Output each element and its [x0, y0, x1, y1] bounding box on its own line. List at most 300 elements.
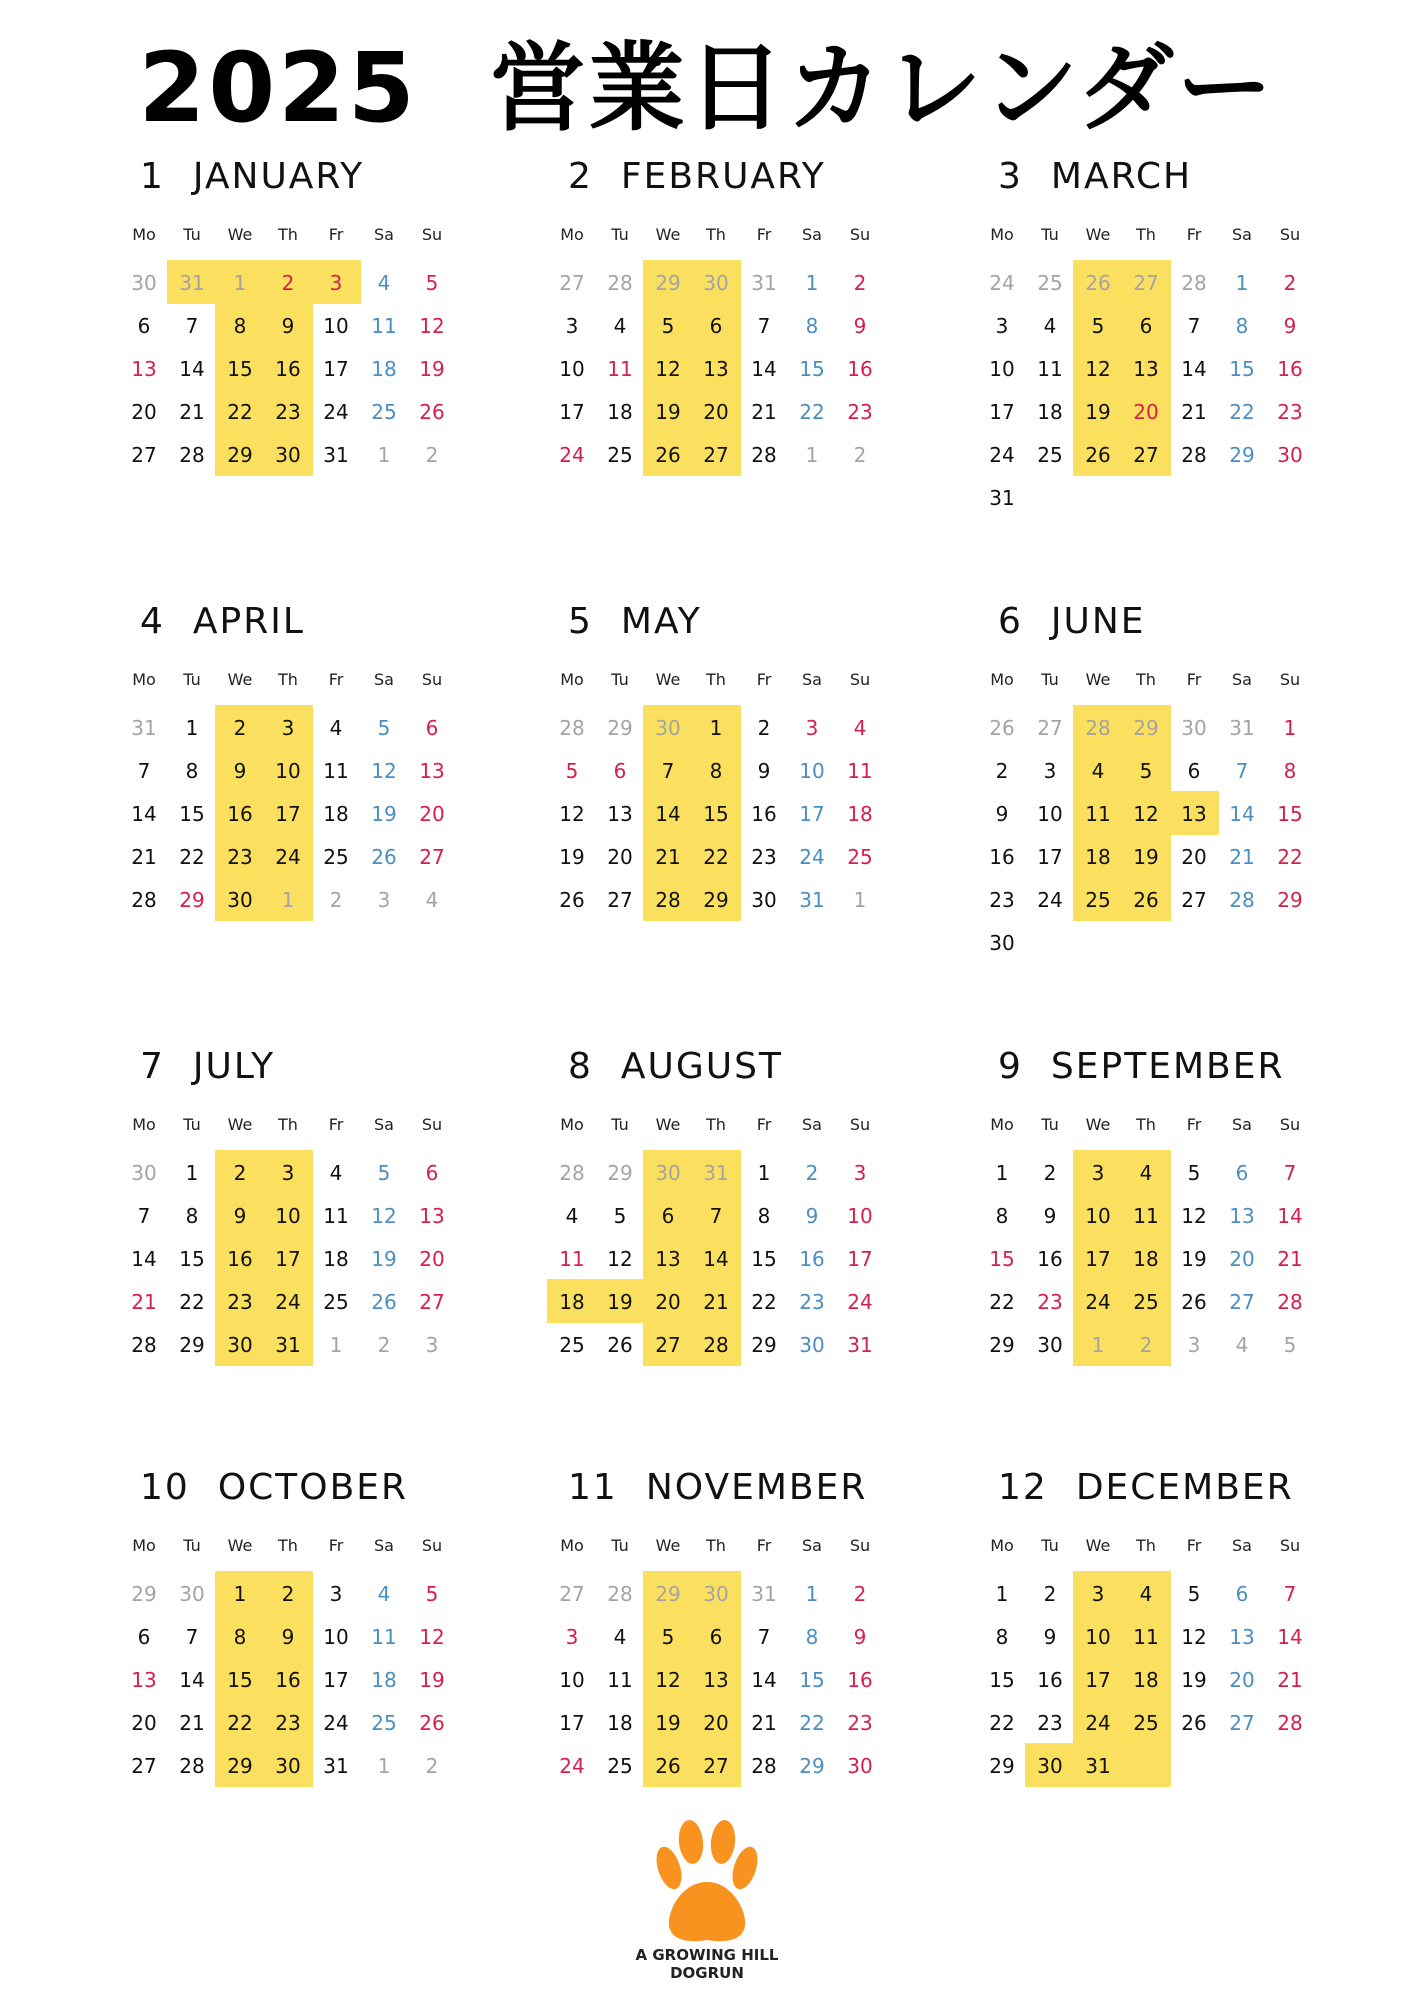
day-cell: 20	[419, 802, 445, 826]
day-cell: 9	[853, 314, 867, 338]
day-cell: 30	[1037, 1754, 1063, 1778]
day-cell: 19	[1085, 400, 1111, 424]
day-cell: 29	[989, 1333, 1015, 1357]
day-cell: 28	[559, 716, 585, 740]
day-cell: 8	[805, 1625, 819, 1649]
weekday-label: We	[655, 1115, 681, 1134]
month-number: 2	[568, 156, 593, 197]
day-cell: 13	[131, 1668, 157, 1692]
day-cell: 16	[847, 357, 873, 381]
weekday-label: Sa	[1232, 225, 1252, 244]
day-cell: 11	[371, 1625, 397, 1649]
weekday-label: Tu	[611, 225, 629, 244]
day-cell: 1	[1283, 716, 1297, 740]
day-cell: 4	[1139, 1161, 1153, 1185]
day-cell: 5	[1187, 1582, 1201, 1606]
day-cell: 2	[995, 759, 1009, 783]
day-cell: 21	[1277, 1247, 1303, 1271]
day-cell: 18	[607, 400, 633, 424]
day-cell: 29	[131, 1582, 157, 1606]
day-cell: 7	[185, 314, 199, 338]
day-cell: 3	[565, 1625, 579, 1649]
day-cell: 11	[1133, 1625, 1159, 1649]
day-cell: 10	[1037, 802, 1063, 826]
day-cell: 12	[1181, 1204, 1207, 1228]
weekday-label: Th	[1136, 1115, 1156, 1134]
day-cell: 27	[1037, 716, 1063, 740]
weekday-label: We	[655, 225, 681, 244]
day-cell: 9	[281, 1625, 295, 1649]
weekday-label: We	[227, 670, 253, 689]
weekday-label: Sa	[802, 670, 822, 689]
day-cell: 28	[607, 1582, 633, 1606]
day-cell: 24	[1085, 1290, 1111, 1314]
day-cell: 25	[559, 1333, 585, 1357]
day-cell: 13	[419, 1204, 445, 1228]
day-cell: 30	[703, 1582, 729, 1606]
month-name: MAY	[620, 601, 702, 642]
day-cell: 3	[281, 716, 295, 740]
day-cell: 25	[323, 845, 349, 869]
day-cell: 28	[751, 443, 777, 467]
day-cell: 14	[1277, 1204, 1303, 1228]
day-cell: 25	[1133, 1290, 1159, 1314]
weekday-label: Su	[1279, 225, 1301, 244]
day-cell: 3	[1043, 759, 1057, 783]
day-cell: 25	[1037, 271, 1063, 295]
day-cell: 10	[847, 1204, 873, 1228]
day-cell: 8	[995, 1204, 1009, 1228]
day-cell: 26	[655, 1754, 681, 1778]
day-cell: 26	[1085, 271, 1111, 295]
day-cell: 12	[559, 802, 585, 826]
day-cell: 8	[757, 1204, 771, 1228]
day-cell: 18	[371, 357, 397, 381]
day-cell: 14	[751, 357, 777, 381]
day-cell: 31	[847, 1333, 873, 1357]
day-cell: 19	[419, 1668, 445, 1692]
day-cell: 29	[655, 271, 681, 295]
day-cell: 2	[1043, 1161, 1057, 1185]
business-day-highlight	[1121, 1743, 1171, 1787]
month-heading	[568, 1045, 783, 1089]
day-cell: 8	[995, 1625, 1009, 1649]
day-cell: 10	[323, 1625, 349, 1649]
day-cell: 16	[989, 845, 1015, 869]
day-cell: 30	[1277, 443, 1303, 467]
day-cell: 18	[559, 1290, 585, 1314]
day-cell: 26	[559, 888, 585, 912]
day-cell: 22	[179, 845, 205, 869]
day-cell: 21	[131, 1290, 157, 1314]
day-cell: 1	[995, 1582, 1009, 1606]
month-august	[548, 1045, 888, 1465]
weekday-label: Sa	[802, 225, 822, 244]
day-cell: 25	[1085, 888, 1111, 912]
month-heading	[140, 600, 305, 644]
day-cell: 9	[1043, 1204, 1057, 1228]
day-cell: 15	[179, 802, 205, 826]
day-cell: 23	[275, 400, 301, 424]
day-cell: 1	[1235, 271, 1249, 295]
day-cell: 10	[989, 357, 1015, 381]
day-cell: 2	[805, 1161, 819, 1185]
day-cell: 7	[1283, 1161, 1297, 1185]
day-cell: 30	[1181, 716, 1207, 740]
day-cell: 2	[425, 443, 439, 467]
day-cell: 29	[703, 888, 729, 912]
day-cell: 20	[703, 1711, 729, 1735]
day-cell: 4	[613, 314, 627, 338]
month-name: JUNE	[1050, 601, 1146, 642]
month-heading	[998, 155, 1192, 199]
day-cell: 4	[613, 1625, 627, 1649]
day-cell: 7	[661, 759, 675, 783]
day-cell: 1	[995, 1161, 1009, 1185]
month-name: FEBRUARY	[620, 156, 826, 197]
weekday-label: Mo	[560, 1115, 584, 1134]
day-cell: 21	[751, 400, 777, 424]
month-number: 4	[140, 601, 165, 642]
month-number: 9	[998, 1046, 1023, 1087]
day-cell: 29	[179, 1333, 205, 1357]
day-cell: 28	[751, 1754, 777, 1778]
day-cell: 14	[1181, 357, 1207, 381]
day-cell: 7	[1283, 1582, 1297, 1606]
day-cell: 11	[847, 759, 873, 783]
weekday-label: Th	[278, 670, 298, 689]
day-cell: 5	[425, 271, 439, 295]
day-cell: 14	[179, 1668, 205, 1692]
logo-line-2: DOGRUN	[670, 1964, 744, 1982]
day-cell: 7	[1187, 314, 1201, 338]
month-december	[978, 1466, 1318, 1886]
weekday-label: Th	[1136, 1536, 1156, 1555]
page-title	[0, 32, 1414, 144]
month-number: 1	[140, 156, 165, 197]
day-cell: 5	[661, 314, 675, 338]
day-cell: 26	[371, 1290, 397, 1314]
day-cell: 1	[329, 1333, 343, 1357]
day-cell: 30	[703, 271, 729, 295]
month-april	[120, 600, 460, 1020]
day-cell: 3	[281, 1161, 295, 1185]
day-cell: 3	[1091, 1582, 1105, 1606]
day-cell: 5	[1187, 1161, 1201, 1185]
day-cell: 13	[703, 357, 729, 381]
day-cell: 16	[847, 1668, 873, 1692]
month-heading	[998, 600, 1146, 644]
month-name: NOVEMBER	[645, 1467, 868, 1508]
day-cell: 10	[559, 357, 585, 381]
day-cell: 3	[805, 716, 819, 740]
day-cell: 8	[805, 314, 819, 338]
weekday-label: Fr	[756, 1536, 772, 1555]
month-october	[120, 1466, 460, 1886]
day-cell: 31	[1085, 1754, 1111, 1778]
day-cell: 23	[847, 1711, 873, 1735]
day-cell: 26	[1181, 1290, 1207, 1314]
day-cell: 2	[377, 1333, 391, 1357]
day-cell: 30	[131, 271, 157, 295]
day-cell: 2	[233, 1161, 247, 1185]
day-cell: 15	[227, 357, 253, 381]
weekday-label: We	[655, 1536, 681, 1555]
day-cell: 27	[655, 1333, 681, 1357]
day-cell: 27	[131, 1754, 157, 1778]
day-cell: 17	[847, 1247, 873, 1271]
day-cell: 15	[989, 1668, 1015, 1692]
day-cell: 8	[1283, 759, 1297, 783]
day-cell: 17	[275, 802, 301, 826]
day-cell: 1	[281, 888, 295, 912]
day-cell: 31	[751, 1582, 777, 1606]
weekday-label: Mo	[990, 670, 1014, 689]
month-number: 3	[998, 156, 1023, 197]
day-cell: 10	[559, 1668, 585, 1692]
day-cell: 29	[655, 1582, 681, 1606]
day-cell: 24	[1037, 888, 1063, 912]
day-cell: 28	[131, 888, 157, 912]
day-cell: 14	[179, 357, 205, 381]
day-cell: 26	[371, 845, 397, 869]
day-cell: 7	[137, 1204, 151, 1228]
day-cell: 23	[227, 845, 253, 869]
day-cell: 5	[425, 1582, 439, 1606]
day-cell: 20	[131, 1711, 157, 1735]
day-cell: 12	[1085, 357, 1111, 381]
day-cell: 28	[1181, 443, 1207, 467]
day-cell: 13	[131, 357, 157, 381]
day-cell: 29	[227, 443, 253, 467]
day-cell: 29	[1133, 716, 1159, 740]
day-cell: 21	[179, 400, 205, 424]
month-may	[548, 600, 888, 1020]
day-cell: 1	[757, 1161, 771, 1185]
day-cell: 26	[1133, 888, 1159, 912]
day-cell: 24	[799, 845, 825, 869]
day-cell: 31	[989, 486, 1015, 510]
weekday-label: Fr	[1186, 1536, 1202, 1555]
weekday-label: Th	[1136, 225, 1156, 244]
day-cell: 30	[655, 1161, 681, 1185]
day-cell: 6	[137, 1625, 151, 1649]
day-cell: 28	[703, 1333, 729, 1357]
day-cell: 19	[1181, 1247, 1207, 1271]
day-cell: 17	[799, 802, 825, 826]
day-cell: 7	[1235, 759, 1249, 783]
day-cell: 26	[655, 443, 681, 467]
day-cell: 14	[131, 1247, 157, 1271]
weekday-label: Tu	[183, 225, 201, 244]
day-cell: 22	[989, 1711, 1015, 1735]
month-number: 11	[568, 1467, 618, 1508]
day-cell: 15	[1277, 802, 1303, 826]
day-cell: 1	[1091, 1333, 1105, 1357]
title-year: 2025	[138, 32, 418, 144]
day-cell: 11	[559, 1247, 585, 1271]
weekday-label: Fr	[328, 1536, 344, 1555]
day-cell: 2	[281, 1582, 295, 1606]
day-cell: 1	[377, 443, 391, 467]
weekday-label: Fr	[756, 1115, 772, 1134]
month-heading	[140, 155, 364, 199]
weekday-label: Sa	[802, 1536, 822, 1555]
day-cell: 1	[233, 1582, 247, 1606]
weekday-label: We	[227, 225, 253, 244]
month-number: 5	[568, 601, 593, 642]
day-cell: 1	[853, 888, 867, 912]
day-cell: 30	[131, 1161, 157, 1185]
day-cell: 9	[757, 759, 771, 783]
month-number: 12	[998, 1467, 1048, 1508]
day-cell: 12	[1133, 802, 1159, 826]
day-cell: 31	[751, 271, 777, 295]
day-cell: 10	[323, 314, 349, 338]
day-cell: 3	[853, 1161, 867, 1185]
weekday-label: Sa	[374, 1115, 394, 1134]
day-cell: 27	[131, 443, 157, 467]
day-cell: 15	[751, 1247, 777, 1271]
weekday-label: Su	[421, 225, 443, 244]
day-cell: 4	[565, 1204, 579, 1228]
weekday-label: Sa	[374, 670, 394, 689]
day-cell: 23	[847, 400, 873, 424]
day-cell: 28	[179, 1754, 205, 1778]
logo-line-1: A GROWING HILL	[635, 1946, 779, 1964]
paw-icon	[651, 1820, 763, 1946]
day-cell: 13	[1133, 357, 1159, 381]
day-cell: 8	[185, 759, 199, 783]
weekday-label: Sa	[374, 225, 394, 244]
day-cell: 24	[559, 443, 585, 467]
day-cell: 10	[1085, 1625, 1111, 1649]
day-cell: 9	[995, 802, 1009, 826]
day-cell: 18	[1085, 845, 1111, 869]
day-cell: 10	[799, 759, 825, 783]
month-february	[548, 155, 888, 575]
month-name: APRIL	[192, 601, 305, 642]
day-cell: 18	[607, 1711, 633, 1735]
day-cell: 24	[989, 271, 1015, 295]
month-heading	[140, 1466, 408, 1510]
weekday-label: Tu	[611, 1536, 629, 1555]
logo	[620, 1820, 794, 1982]
weekday-label: Tu	[1041, 1536, 1059, 1555]
day-cell: 23	[989, 888, 1015, 912]
month-name: JULY	[192, 1046, 276, 1087]
weekday-label: Fr	[756, 225, 772, 244]
month-june	[978, 600, 1318, 1020]
day-cell: 19	[655, 400, 681, 424]
day-cell: 22	[1277, 845, 1303, 869]
month-name: AUGUST	[620, 1046, 783, 1087]
day-cell: 27	[559, 1582, 585, 1606]
day-cell: 28	[1229, 888, 1255, 912]
day-cell: 1	[805, 1582, 819, 1606]
day-cell: 6	[613, 759, 627, 783]
day-cell: 8	[233, 314, 247, 338]
day-cell: 3	[1091, 1161, 1105, 1185]
day-cell: 1	[377, 1754, 391, 1778]
day-cell: 30	[989, 931, 1015, 955]
weekday-label: Th	[278, 1536, 298, 1555]
day-cell: 2	[425, 1754, 439, 1778]
day-cell: 28	[1277, 1290, 1303, 1314]
weekday-label: We	[1085, 670, 1111, 689]
day-cell: 15	[1229, 357, 1255, 381]
day-cell: 24	[275, 845, 301, 869]
day-cell: 10	[275, 1204, 301, 1228]
day-cell: 16	[227, 1247, 253, 1271]
day-cell: 11	[607, 357, 633, 381]
day-cell: 14	[655, 802, 681, 826]
day-cell: 13	[1181, 802, 1207, 826]
day-cell: 4	[329, 1161, 343, 1185]
weekday-label: Tu	[183, 670, 201, 689]
day-cell: 16	[275, 1668, 301, 1692]
day-cell: 19	[607, 1290, 633, 1314]
day-cell: 19	[1133, 845, 1159, 869]
day-cell: 1	[233, 271, 247, 295]
day-cell: 18	[323, 1247, 349, 1271]
day-cell: 6	[137, 314, 151, 338]
day-cell: 8	[709, 759, 723, 783]
day-cell: 2	[281, 271, 295, 295]
weekday-label: We	[1085, 225, 1111, 244]
month-heading	[568, 1466, 867, 1510]
weekday-label: Th	[706, 1115, 726, 1134]
day-cell: 17	[989, 400, 1015, 424]
day-cell: 24	[275, 1290, 301, 1314]
day-cell: 20	[1229, 1668, 1255, 1692]
day-cell: 11	[323, 759, 349, 783]
day-cell: 1	[709, 716, 723, 740]
day-cell: 18	[1133, 1247, 1159, 1271]
day-cell: 12	[371, 759, 397, 783]
day-cell: 4	[1043, 314, 1057, 338]
weekday-label: Sa	[1232, 670, 1252, 689]
weekday-label: Fr	[1186, 225, 1202, 244]
day-cell: 22	[227, 1711, 253, 1735]
day-cell: 28	[179, 443, 205, 467]
month-number: 6	[998, 601, 1023, 642]
day-cell: 5	[661, 1625, 675, 1649]
day-cell: 15	[227, 1668, 253, 1692]
day-cell: 31	[799, 888, 825, 912]
weekday-label: Sa	[802, 1115, 822, 1134]
weekday-label: Su	[1279, 670, 1301, 689]
day-cell: 14	[1277, 1625, 1303, 1649]
day-cell: 29	[1277, 888, 1303, 912]
day-cell: 12	[607, 1247, 633, 1271]
day-cell: 3	[329, 1582, 343, 1606]
day-cell: 27	[607, 888, 633, 912]
day-cell: 21	[131, 845, 157, 869]
day-cell: 30	[275, 443, 301, 467]
day-cell: 17	[1085, 1668, 1111, 1692]
day-cell: 21	[751, 1711, 777, 1735]
day-cell: 4	[1139, 1582, 1153, 1606]
month-name: OCTOBER	[217, 1467, 409, 1508]
day-cell: 14	[751, 1668, 777, 1692]
weekday-label: Fr	[1186, 1115, 1202, 1134]
day-cell: 18	[371, 1668, 397, 1692]
day-cell: 1	[185, 1161, 199, 1185]
day-cell: 31	[323, 1754, 349, 1778]
day-cell: 27	[1229, 1290, 1255, 1314]
day-cell: 25	[607, 1754, 633, 1778]
